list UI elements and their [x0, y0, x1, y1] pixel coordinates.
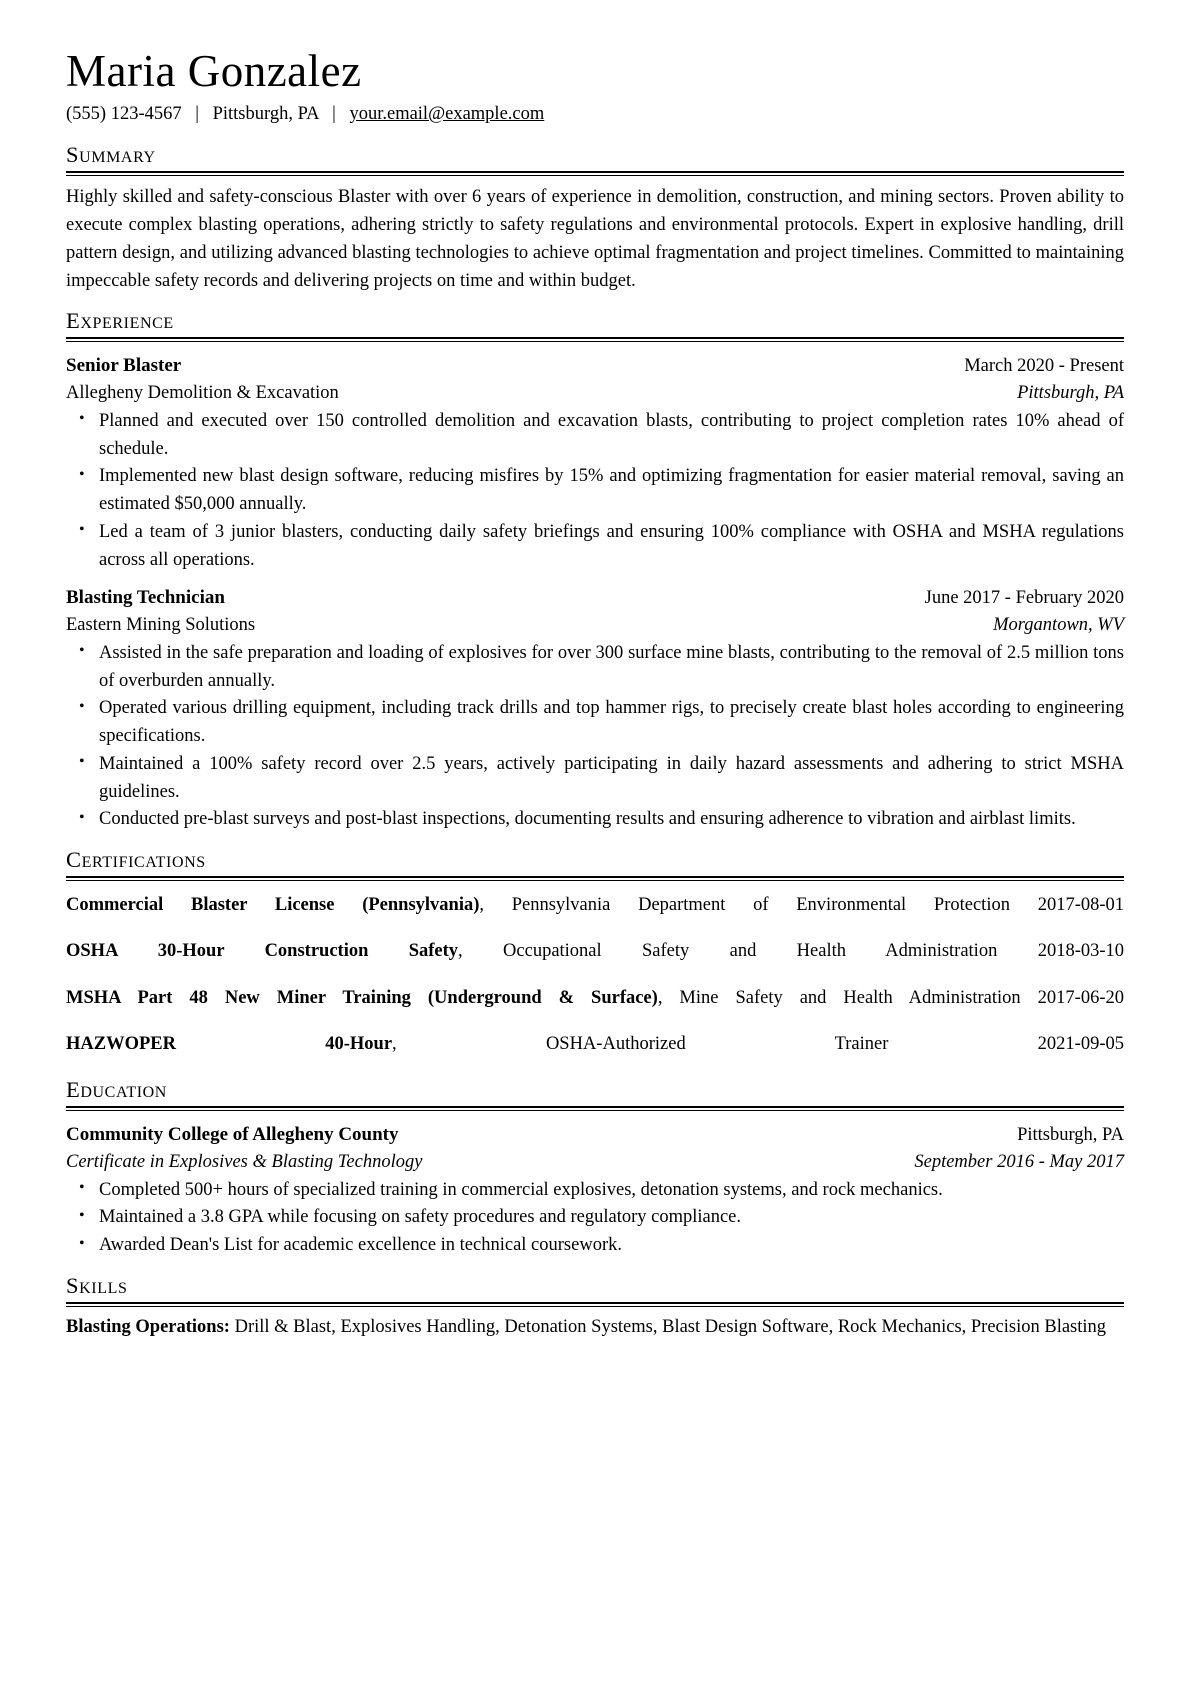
- experience-entry: [66, 584, 1124, 834]
- certification-comma: ,: [479, 895, 512, 916]
- section-experience: [66, 308, 1124, 834]
- education-bullet: • Awarded Dean's List for academic excellence in technical coursework.: [99, 1232, 1124, 1260]
- certification-entry: [66, 938, 1124, 966]
- education-bullet: • Completed 500+ hours of specialized training in commercial explosives, detonation systems, and rock mechanics.: [99, 1177, 1124, 1205]
- section-title-experience: Experience: [66, 308, 174, 334]
- education-bullet: • Maintained a 3.8 GPA while focusing on safety procedures and regulatory compliance.: [99, 1204, 1124, 1232]
- job-title: Blasting Technician: [66, 587, 225, 609]
- section-title-education: Education: [66, 1077, 167, 1103]
- section-rule-skills: [66, 1302, 1124, 1307]
- job-bullet: • Maintained a 100% safety record over 2.5 years, actively participating in daily hazard assessments and adhering to strict MSHA guidelines.: [99, 751, 1124, 807]
- job-bullet: • Assisted in the safe preparation and loading of explosives for over 300 surface mine blasts, contributing to the removal of 2.5 million tons of overburden annually.: [99, 640, 1124, 696]
- section-title-certifications: Certifications: [66, 847, 206, 873]
- certification-date: 2018-03-10: [1037, 941, 1125, 962]
- education-dates: September 2016 - May 2017: [914, 1151, 1124, 1172]
- job-bullet: • Led a team of 3 junior blasters, conducting daily safety briefings and ensuring 100% compliance with OSHA and MSHA regulations across all operations.: [99, 519, 1124, 575]
- section-title-skills: Skills: [66, 1272, 128, 1298]
- company-name: Eastern Mining Solutions: [66, 615, 256, 636]
- skill-category-label: Blasting Operations:: [66, 1316, 230, 1337]
- certification-issuer: Mine Safety and Health Administration: [679, 987, 1021, 1008]
- job-dates: March 2020 - Present: [964, 356, 1124, 377]
- skill-items: Drill & Blast, Explosives Handling, Detonation Systems, Blast Design Software, Rock Mechanics, Precision Blasting: [234, 1316, 1107, 1337]
- contact-separator-2: |: [332, 104, 336, 125]
- skill-group: [66, 1314, 1124, 1342]
- certification-name: HAZWOPER 40-Hour: [66, 1033, 393, 1054]
- company-name: Allegheny Demolition & Excavation: [66, 383, 339, 403]
- degree-name: Certificate in Explosives & Blasting Technology: [66, 1151, 423, 1172]
- job-bullet: • Implemented new blast design software, reducing misfires by 15% and optimizing fragmentation for easier material removal, saving an estimated $50,000 annually.: [99, 463, 1124, 519]
- education-entry-header: [66, 1121, 1124, 1149]
- certification-entry: [66, 985, 1124, 1013]
- summary-text: Highly skilled and safety-conscious Blaster with over 6 years of experience in demolition, construction, and mining sectors. Proven ability to execute complex blasting operations, adhering strictly to safety regulations and environmental protocols. Expert in explosive handling, drill pattern design, and utilizing advanced blasting technologies to achieve optimal fragmentation and project timelines. Committed to maintaining impeccable safety records and delivering projects on time and within budget.: [66, 186, 1124, 292]
- job-location: Pittsburgh, PA: [1017, 383, 1124, 403]
- experience-entry-subheader: [66, 612, 1124, 639]
- job-bullet: • Conducted pre-blast surveys and post-blast inspections, documenting results and ensuring adherence to vibration and airblast limits.: [99, 806, 1124, 834]
- school-name: Community College of Allegheny County: [66, 1123, 399, 1145]
- certification-comma: ,: [458, 941, 504, 962]
- job-title: Senior Blaster: [66, 355, 182, 377]
- certification-date: 2021-09-05: [1037, 1033, 1124, 1054]
- job-bullet-list: [66, 408, 1124, 575]
- experience-entry-header: [66, 352, 1124, 380]
- section-education: [66, 1077, 1124, 1260]
- phone-number: (555) 123-4567: [66, 104, 182, 125]
- location-text: Pittsburgh, PA: [212, 104, 319, 125]
- certification-issuer: Pennsylvania Department of Environmental Protection: [511, 895, 1010, 916]
- certification-date: 2017-08-01: [1037, 895, 1125, 916]
- certification-entry: [66, 1031, 1124, 1059]
- section-summary: [66, 142, 1124, 295]
- section-skills: [66, 1273, 1124, 1342]
- certification-issuer: Occupational Safety and Health Administration: [503, 941, 998, 962]
- school-location: Pittsburgh, PA: [1017, 1124, 1124, 1145]
- candidate-name: Maria Gonzalez: [66, 46, 362, 96]
- section-title-summary: Summary: [66, 142, 156, 167]
- experience-entry: [66, 352, 1124, 574]
- resume-header: [66, 48, 1124, 129]
- section-rule-summary: [66, 171, 1124, 176]
- experience-entry-subheader: [66, 380, 1124, 407]
- section-rule-certifications: [66, 876, 1124, 881]
- certification-comma: ,: [657, 987, 680, 1008]
- certification-issuer: OSHA-Authorized Trainer: [545, 1033, 889, 1054]
- education-entry-subheader: [66, 1149, 1124, 1176]
- section-rule-education: [66, 1106, 1124, 1111]
- certification-name: Commercial Blaster License (Pennsylvania): [66, 895, 480, 916]
- certification-name: OSHA 30-Hour Construction Safety: [66, 941, 459, 962]
- job-bullet: • Operated various drilling equipment, including track drills and top hammer rigs, to precisely create blast holes according to engineering specifications.: [99, 695, 1124, 751]
- job-bullet-list: [66, 640, 1124, 834]
- contact-separator-1: |: [195, 104, 199, 125]
- certification-name: MSHA Part 48 New Miner Training (Underground & Surface): [66, 987, 658, 1008]
- experience-entry-header: [66, 584, 1124, 612]
- certification-entry: [66, 892, 1124, 920]
- education-bullet-list: [66, 1177, 1124, 1260]
- section-certifications: [66, 847, 1124, 1058]
- education-entry: [66, 1121, 1124, 1260]
- certification-comma: ,: [392, 1033, 546, 1054]
- job-dates: June 2017 - February 2020: [924, 588, 1124, 609]
- certification-date: 2017-06-20: [1037, 987, 1124, 1008]
- email-link[interactable]: your.email@example.com: [349, 104, 545, 125]
- job-bullet: • Planned and executed over 150 controlled demolition and excavation blasts, contributing to project completion rates 10% ahead of schedule.: [99, 408, 1124, 464]
- job-location: Morgantown, WV: [993, 615, 1124, 636]
- section-rule-experience: [66, 337, 1124, 342]
- contact-line: [66, 101, 1124, 129]
